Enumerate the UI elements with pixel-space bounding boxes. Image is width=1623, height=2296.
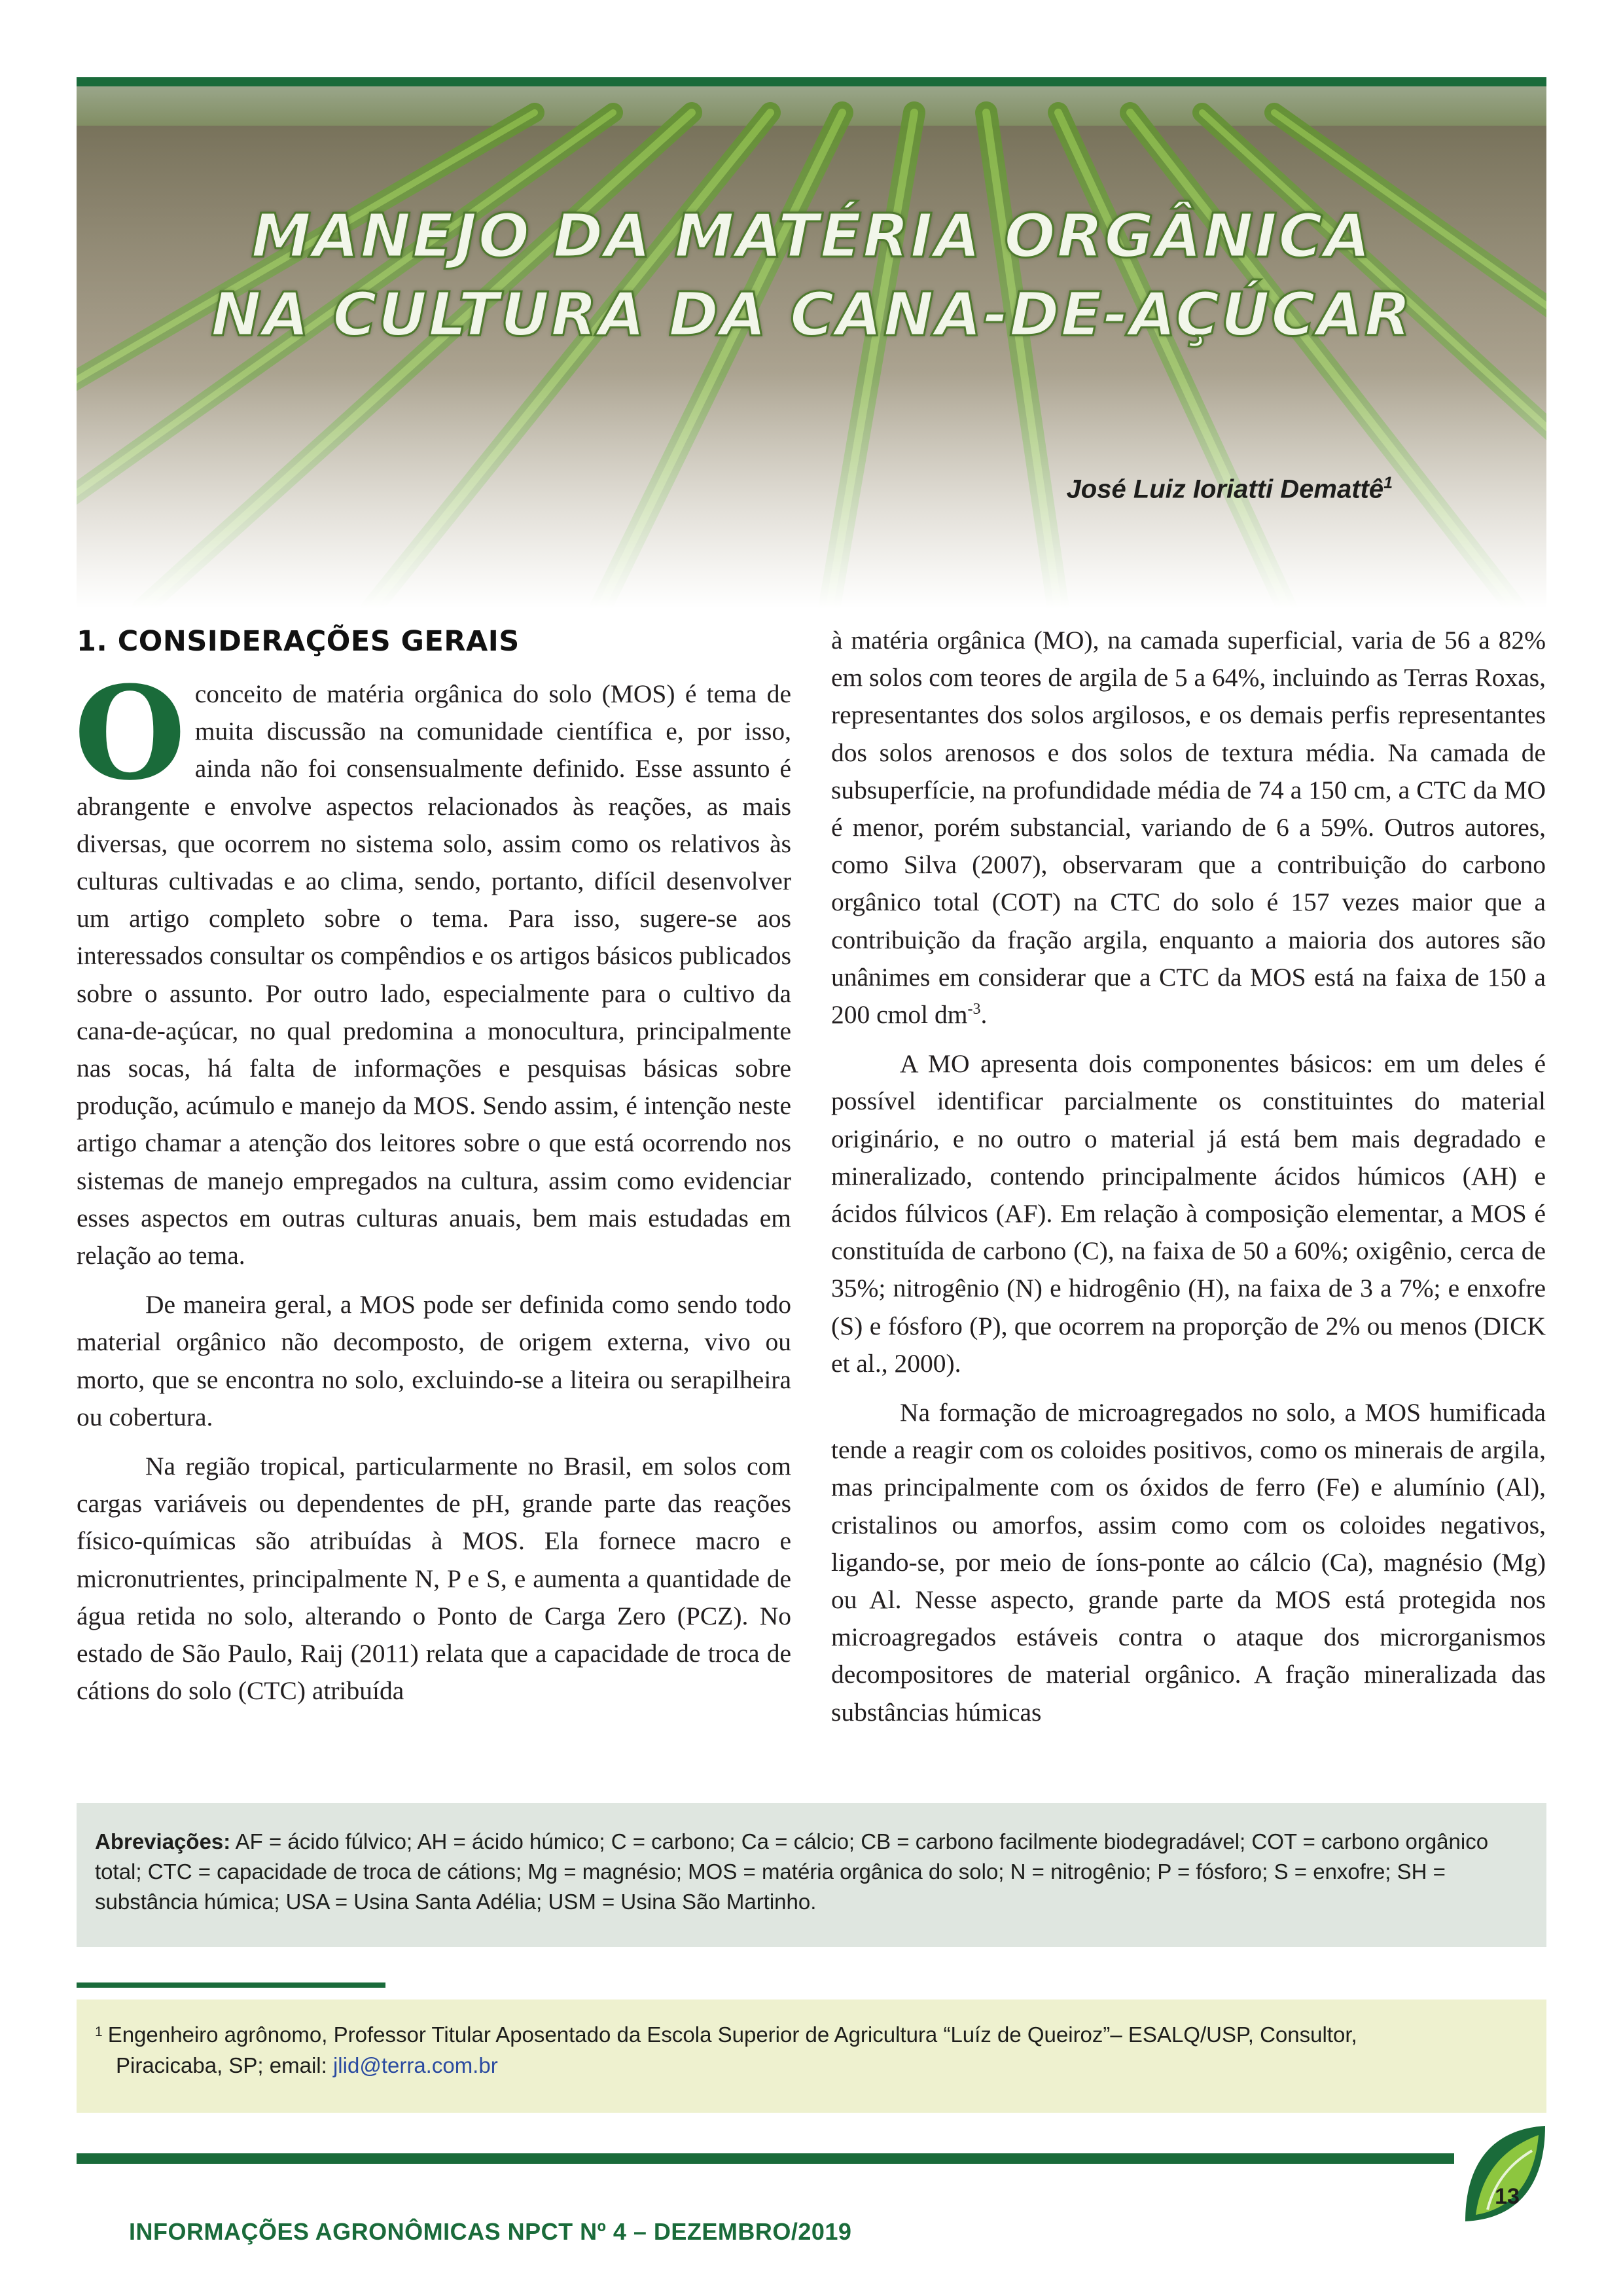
abbreviations-box — [77, 1803, 1546, 1947]
drop-cap: O — [74, 658, 186, 809]
page-number: 13 — [1495, 2184, 1520, 2209]
footnote-box — [77, 2000, 1546, 2113]
paragraph-2: De maneira geral, a MOS pode ser definida como sendo todo material orgânico não decomposto, de origem externa, vivo ou morto, que se encontra no solo, excluindo-se a liteira ou serapilheira ou cobertura. — [77, 1290, 791, 1431]
unit-exponent: -3 — [967, 1000, 981, 1018]
right-column — [831, 622, 1546, 1731]
paragraph-1-text: conceito de matéria orgânica do solo (MOS) é tema de muita discussão na comunidade científica e, por isso, ainda não foi consensualmente definido. Esse assunto é abrangente e envolve aspectos relacionados às reações, as mais diversas, que ocorrem no sistema solo, assim como os relativos às culturas cultivadas e ao clima, sendo, portanto, difícil desenvolver um artigo completo sobre o tema. Para isso, sugere-se aos interessados consultar os compêndios e os artigos básicos publicados sobre o assunto. Por outro lado, especialmente para o cultivo da cana-de-açúcar, no qual predomina a monocultura, principalmente nas socas, há falta de informações e pesquisas básicas sobre produção, acúmulo e manejo da MOS. Sendo assim, é intenção neste artigo chamar a atenção dos leitores sobre o que está ocorrendo nos sistemas de manejo empregados na cultura, assim como evidenciar esses aspectos em outras culturas anuais, bem mais estudadas em relação ao tema. — [77, 679, 791, 1270]
paragraph-4-text: à matéria orgânica (MO), na camada superficial, varia de 56 a 82% em solos com teores de argila de 5 a 64%, incluindo as Terras Roxas, representantes dos solos argilosos, e os demais perfis representantes dos solos arenosos e dos solos de textura média. Na camada de subsuperfície, na profundidade média de 74 a 150 cm, a CTC da MO é menor, porém substancial, variando de 6 a 59%. Outros autores, como Silva (2007), observaram que a contribuição do carbono orgânico total (COT) na CTC do solo é 157 vezes maior que a contribuição da fração argila, enquanto a maioria dos autores são unânimes em considerar que a CTC da MOS está na faixa de 150 a 200 cmol dm — [831, 626, 1546, 1030]
section-heading: 1. CONSIDERAÇÕES GERAIS — [77, 625, 520, 658]
top-rule — [77, 77, 1546, 86]
footnote-rule — [77, 1982, 385, 1988]
paragraph-3: Na região tropical, particularmente no Brasil, em solos com cargas variáveis ou dependentes de pH, grande parte das reações físico-químicas são atribuídas à MOS. Ela fornece macro e micronutrientes, principalmente N, P e S, e aumenta a quantidade de água retida no solo, alterando o Ponto de Carga Zero (PCZ). No estado de São Paulo, Raij (2011) relata que a capacidade de troca de cátions do solo (CTC) atribuída — [77, 1452, 791, 1706]
paragraph-4 — [831, 622, 1546, 1033]
footnote-line-2 — [95, 2050, 1528, 2081]
article-title-line-2: NA CULTURA DA CANA-DE-AÇÚCAR — [211, 279, 1412, 350]
footnote-line-1: Engenheiro agrônomo, Professor Titular Aposentado da Escola Superior de Agricultura “Luíz de Queiroz”– ESALQ/USP, Consultor, — [107, 2022, 1357, 2047]
abbreviations-label: Abreviações: — [95, 1829, 231, 1854]
bottom-rule — [77, 2153, 1454, 2164]
author-footnote-marker: 1 — [1383, 474, 1393, 492]
article-title-line-1: MANEJO DA MATÉRIA ORGÂNICA — [251, 201, 1372, 271]
publication-footer: INFORMAÇÕES AGRONÔMICAS NPCT Nº 4 – DEZEMBRO/2019 — [129, 2218, 852, 2245]
author-name — [1067, 474, 1393, 504]
footnote-location: Piracicaba, SP; email: — [116, 2053, 333, 2077]
paragraph-6: Na formação de microagregados no solo, a MOS humificada tende a reagir com os coloides positivos, como os minerais de argila, mas principalmente com os óxidos de ferro (Fe) e alumínio (Al), cristalinos ou amorfos, assim como com os coloides negativos, ligando-se, por meio de íons-ponte ao cálcio (Ca), magnésio (Mg) ou Al. Nesse aspecto, grande parte da MOS está protegida nos microagregados estáveis contra o ataque dos microrganismos decompositores de material orgânico. A fração mineralizada das substâncias húmicas — [831, 1398, 1546, 1727]
author-email-link[interactable]: jlid@terra.com.br — [332, 2053, 498, 2077]
header-photo — [77, 86, 1546, 609]
abbreviations-text: AF = ácido fúlvico; AH = ácido húmico; C = carbono; Ca = cálcio; CB = carbono facilmente biodegradável; COT = carbono orgânico total; CTC = capacidade de troca de cátions; Mg = magnésio; MOS = matéria orgânica do solo; N = nitrogênio; P = fósforo; S = enxofre; SH = substância húmica; USA = Usina Santa Adélia; USM = Usina São Martinho. — [95, 1829, 1489, 1914]
paragraph-1 — [74, 658, 791, 1274]
paragraph-4-end: . — [980, 1000, 988, 1030]
paragraph-5: A MO apresenta dois componentes básicos: em um deles é possível identificar parcialmente os constituintes do material originário, e no outro o material já está bem mais degradado e mineralizado, contendo principalmente ácidos húmicos (AH) e ácidos fúlvicos (AF). Em relação à composição elementar, a MOS é constituída de carbono (C), na faixa de 50 a 60%; oxigênio, cerca de 35%; nitrogênio (N) e hidrogênio (H), na faixa de 3 a 7%; e enxofre (S) e fósforo (P), que ocorrem na proporção de 2% ou menos (DICK et al., 2000). — [831, 1049, 1546, 1378]
footnote-marker: 1 — [95, 2024, 103, 2039]
left-column — [74, 622, 791, 1710]
author-name-text: José Luiz Ioriatti Demattê — [1066, 475, 1384, 504]
